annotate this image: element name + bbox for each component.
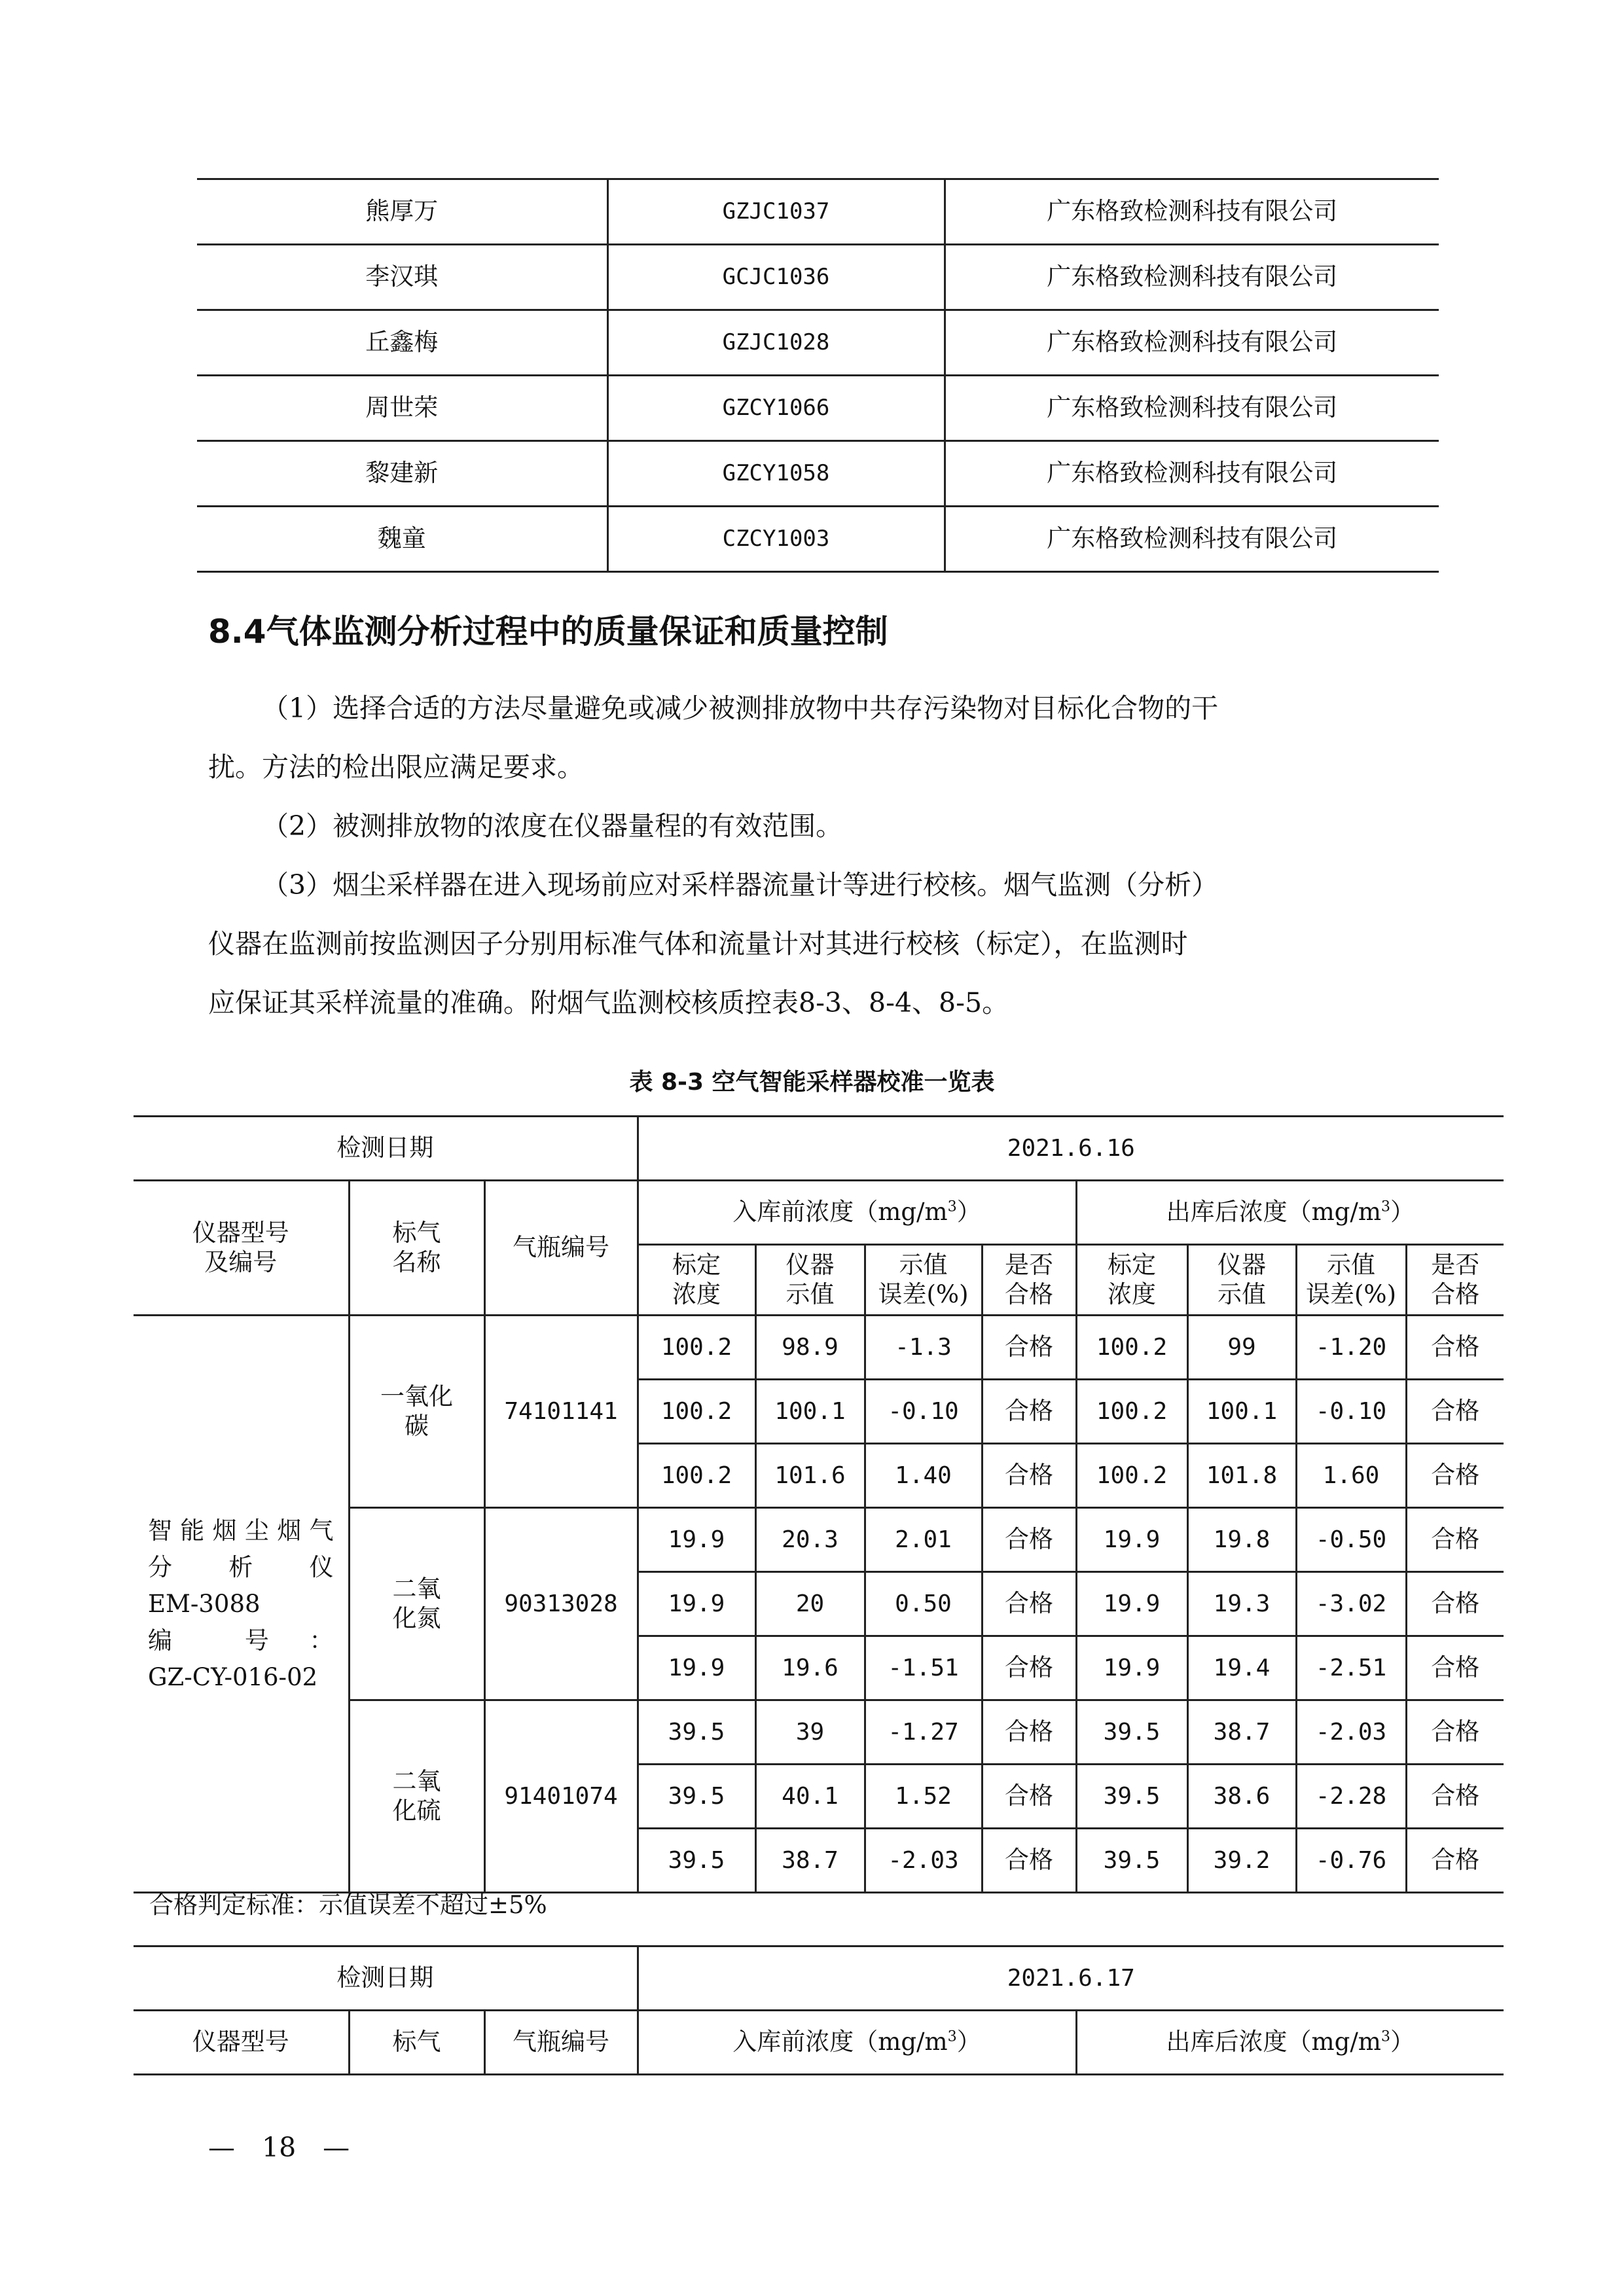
- staff-name: 丘鑫梅: [197, 310, 607, 376]
- before-subheader: [638, 1245, 755, 1316]
- header-before-sup: 3: [947, 1198, 957, 1215]
- header-before-2: [638, 2011, 1076, 2075]
- gas-name-cell: [349, 1508, 484, 1700]
- after-pass: 合格: [1406, 1700, 1504, 1765]
- header-gas-line-2: 名称: [392, 1247, 441, 1276]
- device-line: 编 号 ：: [148, 1626, 334, 1655]
- paragraph-3-line-1: （3）烟尘采样器在进入现场前应对采样器流量计等进行校核。烟气监测（分析）: [262, 869, 1219, 901]
- after-reading: 19.8: [1187, 1508, 1296, 1572]
- after-error: -2.51: [1296, 1636, 1406, 1700]
- before-reading: 40.1: [755, 1765, 865, 1829]
- before-reading: 39: [755, 1700, 865, 1765]
- subheader-line: 示值: [899, 1251, 948, 1280]
- after-reading: 38.6: [1187, 1765, 1296, 1829]
- staff-code: GZJC1037: [607, 179, 945, 245]
- header-after-sup: 3: [1380, 1198, 1391, 1215]
- before-reading: 19.6: [755, 1636, 865, 1700]
- subheader-line: 浓度: [672, 1280, 721, 1308]
- before-error: 0.50: [865, 1572, 982, 1636]
- before-std-conc: 39.5: [638, 1765, 755, 1829]
- before-pass: 合格: [982, 1636, 1076, 1700]
- header-before-2-text: 入库前浓度（mg/m: [732, 2028, 948, 2056]
- after-subheader: [1296, 1245, 1406, 1316]
- before-std-conc: 19.9: [638, 1572, 755, 1636]
- before-reading: 100.1: [755, 1380, 865, 1444]
- staff-name: 魏童: [197, 507, 607, 572]
- staff-company: 广东格致检测科技有限公司: [945, 179, 1439, 245]
- staff-row: [197, 507, 1439, 572]
- before-error: -1.3: [865, 1316, 982, 1380]
- subheader-line: 示值: [1327, 1251, 1376, 1280]
- staff-row: [197, 179, 1439, 245]
- after-subheader: [1076, 1245, 1187, 1316]
- after-subheader: [1406, 1245, 1504, 1316]
- before-reading: 20.3: [755, 1508, 865, 1572]
- before-std-conc: 19.9: [638, 1508, 755, 1572]
- before-reading: 20: [755, 1572, 865, 1636]
- after-reading: 38.7: [1187, 1700, 1296, 1765]
- date-value: 2021.6.16: [638, 1117, 1504, 1181]
- after-pass: 合格: [1406, 1380, 1504, 1444]
- paragraph-1-line-1: （1）选择合适的方法尽量避免或减少被测排放物中共存污染物对目标化合物的干: [262, 692, 1219, 724]
- device-line: 智能烟尘烟气: [148, 1516, 334, 1545]
- before-subheader: [755, 1245, 865, 1316]
- cylinder-number: 74101141: [484, 1316, 638, 1508]
- after-reading: 99: [1187, 1316, 1296, 1380]
- staff-row: [197, 245, 1439, 310]
- date-value-2: 2021.6.17: [638, 1946, 1504, 2011]
- staff-code: GZCY1058: [607, 441, 945, 507]
- header-before-2-sup: 3: [947, 2028, 957, 2045]
- after-pass: 合格: [1406, 1508, 1504, 1572]
- subheader-line: 是否: [1431, 1251, 1480, 1280]
- paragraph-1-line-2: 扰。方法的检出限应满足要求。: [208, 751, 584, 783]
- cylinder-number: 90313028: [484, 1508, 638, 1700]
- staff-table: [197, 178, 1439, 573]
- staff-name: 熊厚万: [197, 179, 607, 245]
- after-reading: 19.3: [1187, 1572, 1296, 1636]
- after-error: -0.10: [1296, 1380, 1406, 1444]
- after-error: -2.28: [1296, 1765, 1406, 1829]
- subheader-line: 浓度: [1108, 1280, 1157, 1308]
- gas-name-line: 一氧化: [380, 1382, 453, 1411]
- header-cylinder: 气瓶编号: [484, 1181, 638, 1316]
- staff-company: 广东格致检测科技有限公司: [945, 441, 1439, 507]
- cylinder-number: 91401074: [484, 1700, 638, 1893]
- before-std-conc: 39.5: [638, 1700, 755, 1765]
- before-reading: 98.9: [755, 1316, 865, 1380]
- table-row: [134, 1316, 1504, 1380]
- staff-name: 周世荣: [197, 376, 607, 441]
- after-reading: 39.2: [1187, 1829, 1296, 1893]
- after-error: -2.03: [1296, 1700, 1406, 1765]
- staff-name: 黎建新: [197, 441, 607, 507]
- header-after: [1076, 1181, 1504, 1245]
- after-error: -1.20: [1296, 1316, 1406, 1380]
- after-reading: 101.8: [1187, 1444, 1296, 1508]
- after-reading: 100.1: [1187, 1380, 1296, 1444]
- gas-name-line: 二氧: [392, 1767, 441, 1796]
- before-pass: 合格: [982, 1380, 1076, 1444]
- before-std-conc: 100.2: [638, 1380, 755, 1444]
- after-std-conc: 39.5: [1076, 1700, 1187, 1765]
- before-std-conc: 39.5: [638, 1829, 755, 1893]
- date-label-2: 检测日期: [134, 1946, 638, 2011]
- subheader-line: 误差(%): [878, 1280, 969, 1308]
- header-after-2-text: 出库后浓度（mg/m: [1166, 2028, 1381, 2056]
- staff-code: GZJC1028: [607, 310, 945, 376]
- staff-name: 李汉琪: [197, 245, 607, 310]
- staff-company: 广东格致检测科技有限公司: [945, 245, 1439, 310]
- before-pass: 合格: [982, 1444, 1076, 1508]
- header-before-close: ）: [956, 1198, 981, 1227]
- after-pass: 合格: [1406, 1765, 1504, 1829]
- subheader-line: 是否: [1005, 1251, 1054, 1280]
- subheader-line: 标定: [1108, 1251, 1157, 1280]
- device-line: GZ-CY-016-02: [148, 1662, 318, 1691]
- after-error: 1.60: [1296, 1444, 1406, 1508]
- header-after-close: ）: [1390, 1198, 1415, 1227]
- subheader-line: 示值: [785, 1280, 835, 1308]
- device-line: EM-3088: [148, 1589, 261, 1618]
- header-after-2-sup: 3: [1380, 2028, 1390, 2045]
- after-std-conc: 39.5: [1076, 1765, 1187, 1829]
- before-std-conc: 100.2: [638, 1444, 755, 1508]
- gas-name-line: 化氮: [392, 1604, 441, 1632]
- gas-name-cell: [349, 1316, 484, 1508]
- before-pass: 合格: [982, 1572, 1076, 1636]
- after-std-conc: 19.9: [1076, 1508, 1187, 1572]
- staff-table-body: [197, 179, 1439, 572]
- before-error: -1.27: [865, 1700, 982, 1765]
- after-std-conc: 100.2: [1076, 1444, 1187, 1508]
- header-model-2: 仪器型号: [134, 2011, 349, 2075]
- header-after-2-close: ）: [1390, 2028, 1415, 2056]
- header-model-line-2: 及编号: [204, 1247, 278, 1276]
- before-subheader: [982, 1245, 1076, 1316]
- calibration-table-2: [134, 1945, 1504, 2075]
- table-caption: 表 8-3 空气智能采样器校准一览表: [629, 1069, 995, 1096]
- before-reading: 38.7: [755, 1829, 865, 1893]
- after-error: -0.76: [1296, 1829, 1406, 1893]
- paragraph-3: [208, 855, 1440, 1032]
- before-error: 1.52: [865, 1765, 982, 1829]
- staff-company: 广东格致检测科技有限公司: [945, 507, 1439, 572]
- subheader-line: 误差(%): [1306, 1280, 1397, 1308]
- before-error: 1.40: [865, 1444, 982, 1508]
- before-pass: 合格: [982, 1316, 1076, 1380]
- before-subheader: [865, 1245, 982, 1316]
- header-gas-line-1: 标气: [392, 1219, 441, 1247]
- after-std-conc: 39.5: [1076, 1829, 1187, 1893]
- gas-name-line: 二氧: [392, 1575, 441, 1604]
- before-error: -1.51: [865, 1636, 982, 1700]
- after-std-conc: 19.9: [1076, 1636, 1187, 1700]
- before-std-conc: 100.2: [638, 1316, 755, 1380]
- staff-row: [197, 310, 1439, 376]
- after-pass: 合格: [1406, 1444, 1504, 1508]
- before-pass: 合格: [982, 1829, 1076, 1893]
- header-model: [134, 1181, 349, 1316]
- before-pass: 合格: [982, 1508, 1076, 1572]
- after-pass: 合格: [1406, 1572, 1504, 1636]
- calibration-table-body: [134, 1117, 1504, 1893]
- subheader-line: 标定: [672, 1251, 721, 1280]
- after-reading: 19.4: [1187, 1636, 1296, 1700]
- after-pass: 合格: [1406, 1636, 1504, 1700]
- header-before: [638, 1181, 1076, 1245]
- before-pass: 合格: [982, 1700, 1076, 1765]
- header-before-2-close: ）: [956, 2028, 981, 2056]
- gas-name-line: 化硫: [392, 1796, 441, 1825]
- after-pass: 合格: [1406, 1316, 1504, 1380]
- after-subheader: [1187, 1245, 1296, 1316]
- staff-code: GZCY1066: [607, 376, 945, 441]
- header-gas-name: [349, 1181, 484, 1316]
- after-std-conc: 100.2: [1076, 1316, 1187, 1380]
- header-model-line-1: 仪器型号: [192, 1219, 289, 1247]
- staff-code: GCJC1036: [607, 245, 945, 310]
- pass-standard: 合格判定标准：示值误差不超过±5%: [149, 1891, 547, 1919]
- subheader-line: 仪器: [1218, 1251, 1267, 1280]
- staff-company: 广东格致检测科技有限公司: [945, 376, 1439, 441]
- calibration-table: [134, 1115, 1504, 1893]
- after-error: -0.50: [1296, 1508, 1406, 1572]
- after-std-conc: 100.2: [1076, 1380, 1187, 1444]
- date-label: 检测日期: [134, 1117, 638, 1181]
- header-gas-2: 标气: [349, 2011, 484, 2075]
- after-pass: 合格: [1406, 1829, 1504, 1893]
- after-std-conc: 19.9: [1076, 1572, 1187, 1636]
- staff-company: 广东格致检测科技有限公司: [945, 310, 1439, 376]
- subheader-line: 示值: [1218, 1280, 1267, 1308]
- header-after-2: [1076, 2011, 1504, 2075]
- header-after-text: 出库后浓度（mg/m: [1166, 1198, 1381, 1227]
- paragraph-3-line-2: 仪器在监测前按监测因子分别用标准气体和流量计对其进行校核（标定），在监测时: [208, 928, 1188, 960]
- header-before-text: 入库前浓度（mg/m: [732, 1198, 948, 1227]
- gas-name-line: 碳: [405, 1411, 429, 1440]
- before-error: -0.10: [865, 1380, 982, 1444]
- subheader-line: 仪器: [785, 1251, 835, 1280]
- paragraph-3-line-3: 应保证其采样流量的准确。附烟气监测校核质控表8-3、8-4、8-5。: [208, 987, 1009, 1018]
- subheader-line: 合格: [1005, 1280, 1054, 1308]
- staff-row: [197, 376, 1439, 441]
- before-reading: 101.6: [755, 1444, 865, 1508]
- staff-code: CZCY1003: [607, 507, 945, 572]
- device-line: 分 析 仪: [148, 1552, 334, 1581]
- gas-name-cell: [349, 1700, 484, 1893]
- paragraph-1: [208, 679, 1440, 797]
- header-cylinder-2: 气瓶编号: [484, 2011, 638, 2075]
- after-error: -3.02: [1296, 1572, 1406, 1636]
- before-error: 2.01: [865, 1508, 982, 1572]
- before-std-conc: 19.9: [638, 1636, 755, 1700]
- before-error: -2.03: [865, 1829, 982, 1893]
- paragraph-2: （2）被测排放物的浓度在仪器量程的有效范围。: [262, 810, 843, 842]
- device-cell: [134, 1316, 349, 1893]
- staff-row: [197, 441, 1439, 507]
- section-heading: 8.4气体监测分析过程中的质量保证和质量控制: [208, 613, 888, 651]
- before-pass: 合格: [982, 1765, 1076, 1829]
- subheader-line: 合格: [1431, 1280, 1480, 1308]
- page-number: — 18 —: [208, 2132, 350, 2163]
